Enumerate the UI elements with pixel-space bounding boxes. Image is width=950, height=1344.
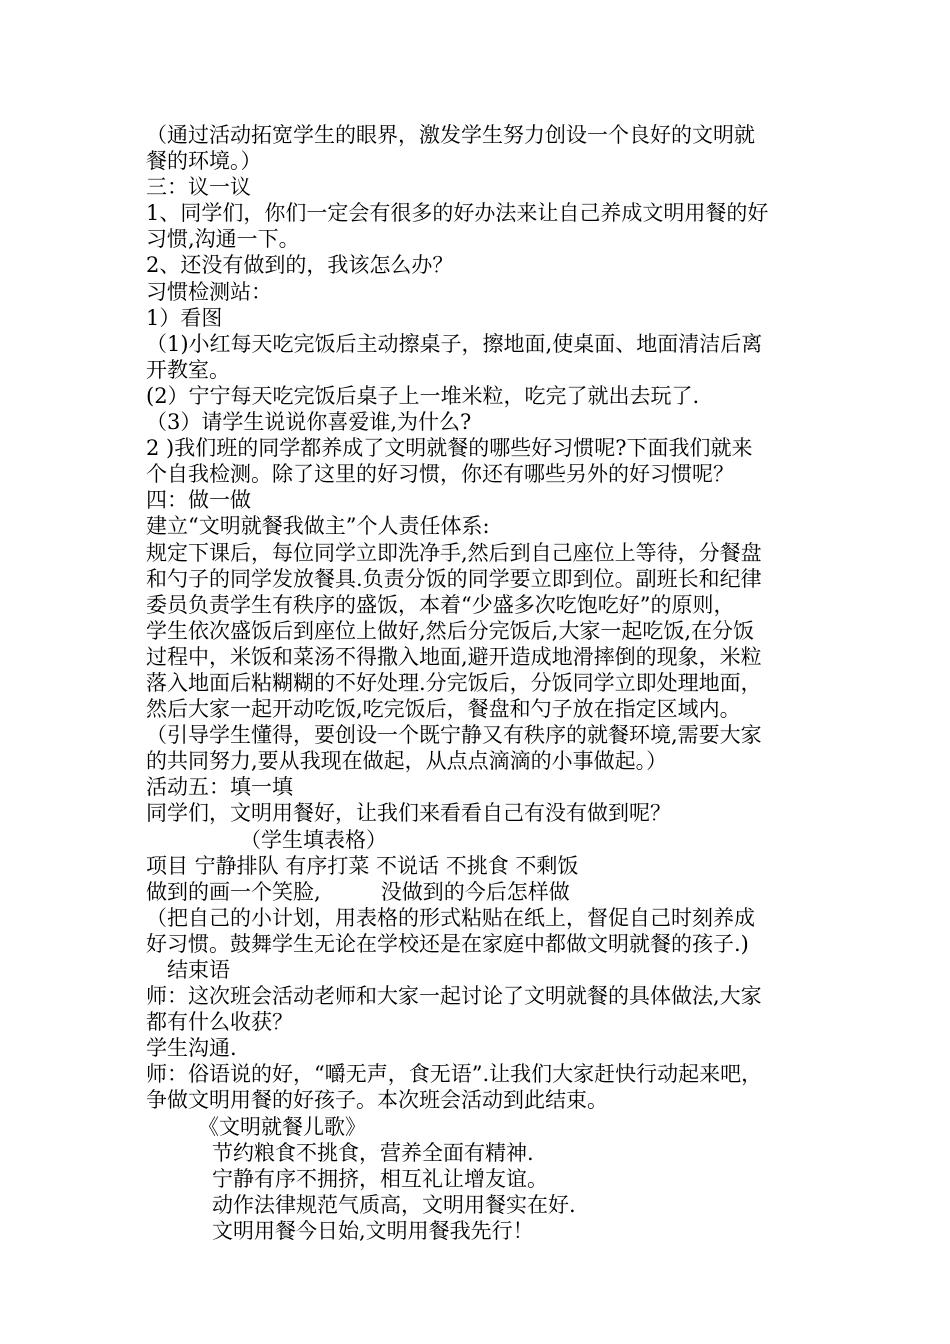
- text-line-content: 1）看图: [146, 305, 223, 330]
- text-line: [146, 540, 846, 566]
- text-line: [146, 1009, 846, 1035]
- poem-line: [146, 1218, 846, 1244]
- text-line-content: 开教室。: [146, 357, 230, 382]
- text-line-content: 做到的画一个笑脸, 没做到的今后怎样做: [146, 879, 570, 904]
- text-line-content: （通过活动拓宽学生的眼界，激发学生努力创设一个良好的文明就: [146, 123, 755, 147]
- text-line: [146, 252, 846, 278]
- text-line: [146, 383, 846, 409]
- poem-title: [146, 1114, 846, 1140]
- text-line-content: （学生填表格）: [240, 827, 387, 852]
- text-line-content: 同学们，文明用餐好，让我们来看看自己有没有做到呢？: [146, 801, 671, 826]
- text-line-content: 三：议一议: [146, 175, 251, 200]
- text-line-content: 规定下课后，每位同学立即洗净手,然后到自己座位上等待，分餐盘: [146, 540, 762, 565]
- text-line-content: 1、同学们，你们一定会有很多的好办法来让自己养成文明用餐的好: [146, 201, 769, 226]
- table-header-line: [146, 853, 846, 879]
- text-line: [146, 566, 846, 592]
- text-line: [146, 670, 846, 696]
- text-line-content: 餐的环境。）: [146, 149, 262, 174]
- text-line-content: 宁静有序不拥挤，相互礼让增友谊。: [212, 1166, 548, 1191]
- text-line: [146, 331, 846, 357]
- poem-line: [146, 1140, 846, 1166]
- section-heading: [146, 174, 846, 200]
- text-line-content: 结束语: [167, 958, 230, 982]
- text-line-content: 落入地面后粘糊糊的不好处理.分完饭后，分饭同学立即处理地面，: [146, 670, 762, 695]
- text-line-content: 师：这次班会活动老师和大家一起讨论了文明就餐的具体做法,大家: [146, 984, 762, 1009]
- document-body: [146, 122, 846, 1244]
- text-line: [146, 983, 846, 1009]
- text-line: [146, 618, 846, 644]
- text-line: [146, 905, 846, 931]
- text-line-content: 过程中，米饭和菜汤不得撒入地面,避开造成地滑摔倒的现象，米粒: [146, 644, 762, 669]
- text-line-content: 四：做一做: [146, 488, 251, 513]
- text-line: [146, 644, 846, 670]
- text-line-content: （1)小红每天吃完饭后主动擦桌子，擦地面,使桌面、地面清洁后离: [146, 331, 763, 356]
- text-line-content: 的共同努力,要从我现在做起，从点点滴滴的小事做起。）: [146, 749, 668, 774]
- text-line-content: 争做文明用餐的好孩子。本次班会活动到此结束。: [146, 1088, 608, 1113]
- text-line: [146, 800, 846, 826]
- text-line-content: 动作法律规范气质高，文明用餐实在好.: [212, 1192, 576, 1217]
- text-line-content: 委员负责学生有秩序的盛饭，本着“少盛多次吃饱吃好”的原则，: [146, 592, 735, 617]
- text-line-content: 然后大家一起开动吃饭,吃完饭后，餐盘和勺子放在指定区域内。: [146, 697, 741, 722]
- text-line-content: 文明用餐今日始,文明用餐我先行！: [212, 1218, 534, 1243]
- text-line: [146, 1035, 846, 1061]
- section-heading: [146, 774, 846, 800]
- text-line-content: （把自己的小计划，用表格的形式粘贴在纸上，督促自己时刻养成: [146, 905, 755, 930]
- text-line: [146, 200, 846, 226]
- text-line-content: 个自我检测。除了这里的好习惯，你还有哪些另外的好习惯呢？: [146, 462, 734, 487]
- text-line: [146, 827, 846, 853]
- text-line-content: (2）宁宁每天吃完饭后桌子上一堆米粒，吃完了就出去玩了.: [146, 383, 700, 408]
- text-line-content: （3）请学生说说你喜爱谁,为什么?: [146, 410, 472, 435]
- text-line: [146, 409, 846, 435]
- text-line: [146, 357, 846, 383]
- text-line-content: 师：俗语说的好，“嚼无声，食无语”.让我们大家赶快行动起来吧，: [146, 1062, 763, 1087]
- text-line: [146, 1087, 846, 1113]
- text-line-content: 2 )我们班的同学都养成了文明就餐的哪些好习惯呢?下面我们就来: [146, 436, 753, 461]
- text-line-content: 学生沟通.: [146, 1036, 237, 1061]
- text-line: [146, 435, 846, 461]
- text-line-content: 节约粮食不挑食，营养全面有精神.: [212, 1140, 534, 1165]
- text-line-content: 学生依次盛饭后到座位上做好,然后分完饭后,大家一起吃饭,在分饭: [146, 618, 755, 643]
- text-line-content: 和勺子的同学发放餐具.负责分饭的同学要立即到位。副班长和纪律: [146, 566, 762, 591]
- text-line: [146, 1061, 846, 1087]
- text-line: [146, 148, 846, 174]
- poem-line: [146, 1166, 846, 1192]
- text-line: [146, 461, 846, 487]
- text-line: [146, 722, 846, 748]
- text-line-content: 《文明就餐儿歌》: [198, 1114, 366, 1139]
- text-line: [146, 748, 846, 774]
- section-heading: [146, 487, 846, 513]
- text-line: [146, 931, 846, 957]
- text-line-content: 2、还没有做到的，我该怎么办？: [146, 253, 454, 278]
- text-line: [146, 696, 846, 722]
- text-line: [146, 305, 846, 331]
- text-line-content: 活动五：填一填: [146, 775, 293, 800]
- text-line: [146, 513, 846, 539]
- section-heading: [146, 279, 846, 305]
- text-line: [146, 879, 846, 905]
- text-line-content: 项目 宁静排队 有序打菜 不说话 不挑食 不剩饭: [146, 853, 579, 878]
- text-line: [146, 122, 846, 148]
- text-line-content: 习惯,沟通一下。: [146, 227, 300, 252]
- text-line-content: （引导学生懂得，要创设一个既宁静又有秩序的就餐环境,需要大家: [146, 723, 762, 748]
- text-line-content: 习惯检测站：: [146, 279, 272, 304]
- text-line: [146, 226, 846, 252]
- text-line: [146, 592, 846, 618]
- text-line-content: 都有什么收获？: [146, 1010, 293, 1035]
- text-line-content: 好习惯。鼓舞学生无论在学校还是在家庭中都做文明就餐的孩子.): [146, 931, 749, 956]
- poem-line: [146, 1192, 846, 1218]
- section-heading: [146, 957, 846, 983]
- text-line-content: 建立“文明就餐我做主”个人责任体系:: [146, 514, 490, 539]
